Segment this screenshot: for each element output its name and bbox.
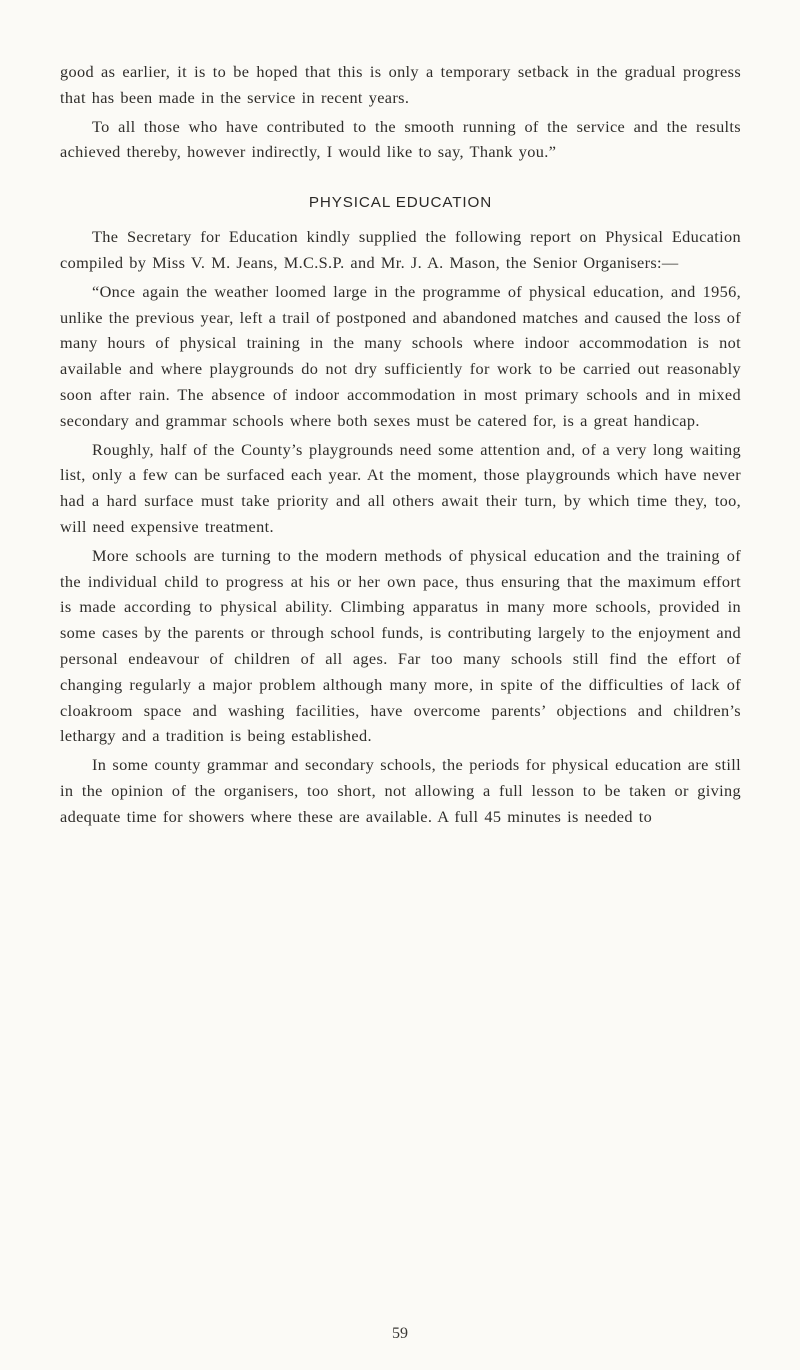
document-page xyxy=(60,59,741,830)
paragraph-continuation: good as earlier, it is to be hoped that this is only a temporary setback in the gradual progress that has been made in the service in recent years. xyxy=(60,62,741,107)
paragraph-weather: “Once again the weather loomed large in the programme of physical education, and 1956, unlike the previous year, left a trail of postponed and abandoned matches and caused the loss of many hours of physical training in the many schools where indoor accommodation is not available and where playgrounds do not dry sufficiently for work to be carried out reasonably soon after rain. The absence of indoor accommodation in most primary schools and in mixed secondary and grammar schools where both sexes must be catered for, is a great handicap. xyxy=(60,281,741,430)
section-heading: PHYSICAL EDUCATION xyxy=(308,194,493,212)
paragraph-playgrounds: Roughly, half of the County’s playgrounds need some attention and, of a very long waiting list, only a few can be surfaced each year. At the moment, those playgrounds which have never had a hard surface must take priority and all others await their turn, by which time they, too, will need expensive treatment. xyxy=(60,439,741,536)
paragraph-thanks: To all those who have contributed to the smooth running of the service and the results achieved thereby, however indirectly, I would like to say, Thank you.” xyxy=(60,116,741,162)
paragraph-modern-methods: More schools are turning to the modern methods of physical education and the training of the individual child to progress at his or her own pace, thus ensuring that the maximum effort is made according to physical ability. Climbing apparatus in many more schools, provided in some cases by the parents or through school funds, is contributing largely to the enjoyment and personal endeavour of children of all ages. Far too many schools still find the effort of changing regularly a major problem although many more, in spite of the difficulties of lack of cloakroom space and washing facilities, have overcome parents’ objections and children’s lethargy and a tradition is being established. xyxy=(60,545,741,746)
paragraph-intro: The Secretary for Education kindly supplied the following report on Physical Education compiled by Miss V. M. Jeans, M.C.S.P. and Mr. J. A. Mason, the Senior Organisers:— xyxy=(60,227,741,272)
page-number: 59 xyxy=(392,1325,408,1342)
paragraph-grammar-schools: In some county grammar and secondary schools, the periods for physical education are still in the opinion of the organisers, too short, not allowing a full lesson to be taken or giving adequate time for showers where these are available. A full 45 minutes is needed to xyxy=(60,755,741,826)
